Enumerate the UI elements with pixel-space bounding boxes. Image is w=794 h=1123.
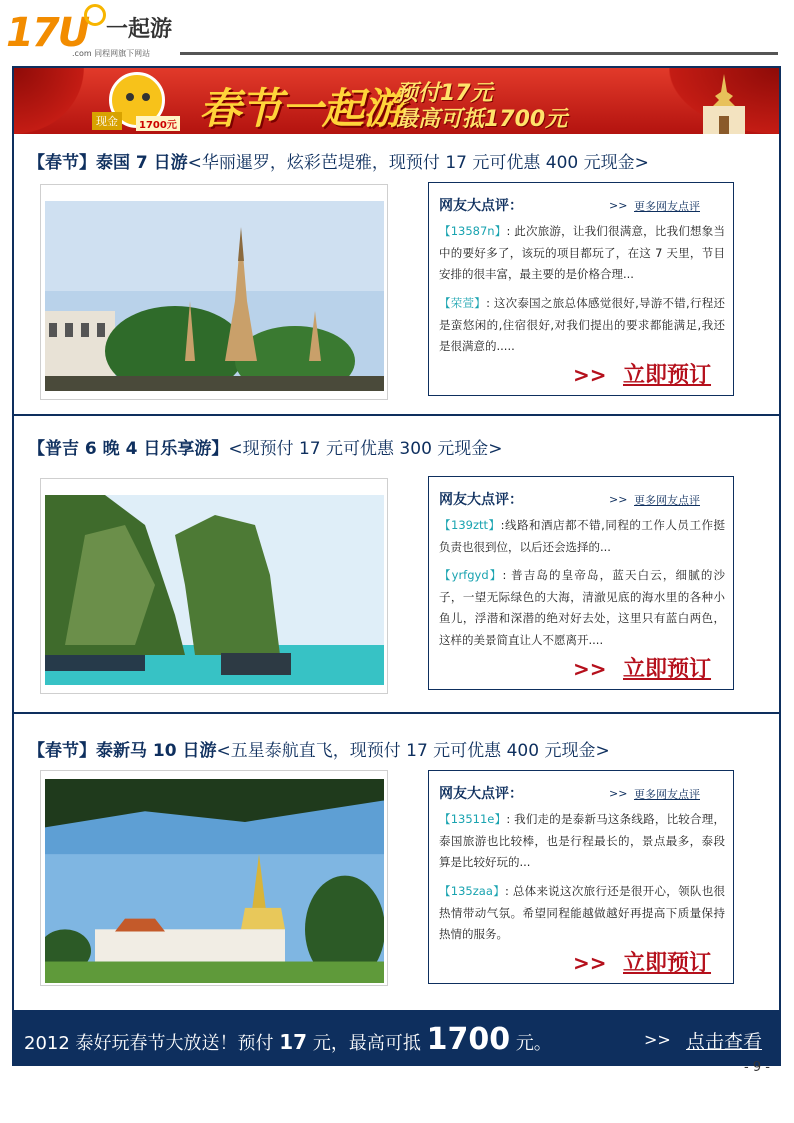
- logo-number: 17U: [6, 10, 89, 56]
- review-item: [439, 809, 725, 874]
- tour-title-offer: <五星泰航直飞，现预付 17 元可优惠 400 元现金>: [216, 741, 610, 761]
- phuket-island-photo: [45, 495, 384, 685]
- review-user: 【13587n】: [439, 224, 507, 238]
- tour-section-thailand-7day: [14, 134, 779, 414]
- grand-palace-photo: [45, 779, 384, 983]
- review-heading: 网友大点评：: [439, 786, 523, 802]
- review-item: [439, 221, 725, 286]
- tour-title[interactable]: [28, 434, 503, 459]
- book-now-button[interactable]: 立即预订: [623, 951, 712, 976]
- tour-title-main: 【春节】泰新马 10 日游: [28, 741, 217, 761]
- footer-prepay-amount: 17: [279, 1030, 308, 1054]
- review-panel: [428, 770, 734, 984]
- tour-title-main: 【春节】泰国 7 日游: [28, 153, 188, 173]
- tour-title[interactable]: [28, 736, 610, 761]
- review-text: : 这次泰国之旅总体感觉很好,导游不错,行程还是蛮悠闲的,住宿很好,对我们提出的要求都能满足,我还是很满意的.....: [439, 296, 726, 353]
- footer-promo-text: [24, 1022, 552, 1057]
- review-text: : 此次旅游，让我们很满意，比我们想象当中的要好多了，该玩的项目都玩了，在这 7 天里，节目安排的很丰富，最主要的是价格合理...: [439, 224, 725, 281]
- review-item: [439, 881, 725, 946]
- book-now-button[interactable]: 立即预订: [623, 657, 712, 682]
- wat-arun-photo: [45, 201, 384, 391]
- review-panel: [428, 182, 734, 396]
- review-item: [439, 293, 725, 358]
- tour-photo-frame[interactable]: [40, 478, 388, 694]
- footer-promo-bar: [14, 1010, 779, 1066]
- book-arrow: >>: [573, 657, 607, 681]
- cash-tag: 现金: [92, 112, 122, 130]
- review-item: [439, 515, 725, 558]
- footer-arrow: >>: [644, 1030, 671, 1049]
- banner-line-max: 最高可抵1700元: [396, 107, 568, 132]
- footer-max-amount: 1700: [426, 1022, 511, 1057]
- view-details-link[interactable]: 点击查看: [686, 1031, 763, 1053]
- tour-title-offer: <现预付 17 元可优惠 300 元现金>: [228, 439, 503, 459]
- book-arrow: >>: [573, 951, 607, 975]
- tour-section-phuket: [14, 416, 779, 712]
- review-user: 【135zaa】: [439, 884, 505, 898]
- cash-amount-tag: 1700元: [136, 116, 180, 131]
- banner-line-prepay: 预付17元: [396, 81, 493, 106]
- review-text: : 总体来说这次旅行还是很开心，领队也很热情带动气氛。希望同程能越做越好再提高下质量保持热情的服务。: [439, 884, 725, 941]
- review-text: : 普吉岛的皇帝岛，蓝天白云，细腻的沙子，一望无际绿色的大海，清澈见底的海水里的各种小鱼儿，浮潜和深潜的绝对好去处，这里只有蓝白两色，这样的美景简直让人不愿离开....: [439, 568, 725, 647]
- review-heading: 网友大点评：: [439, 492, 523, 508]
- review-user: 【荣萱】: [439, 296, 487, 310]
- book-now-button[interactable]: 立即预订: [623, 363, 712, 388]
- review-text: : 我们走的是泰新马这条线路，比较合理，泰国旅游也比较棒，也是行程最长的，景点最多，泰段算是比较好玩的...: [439, 812, 725, 869]
- more-reviews-link[interactable]: 更多网友点评: [634, 200, 700, 213]
- logo-text: 一起游: [106, 17, 173, 42]
- footer-text-part: 元，最高可抵: [312, 1033, 421, 1054]
- more-reviews-arrow: >>: [609, 787, 628, 800]
- newsletter-frame: [12, 66, 781, 1066]
- temple-icon: [689, 72, 759, 134]
- sun-icon: [84, 4, 106, 26]
- review-text: :线路和酒店都不错,同程的工作人员工作挺负责也很到位，以后还会选择的...: [439, 518, 725, 554]
- review-panel: [428, 476, 734, 690]
- banner-headline: 春节一起游: [199, 84, 405, 133]
- logo-subtitle: .com 同程网旗下网站: [72, 49, 151, 58]
- curtain-left-decoration: [14, 68, 84, 134]
- footer-text-part: 元。: [515, 1033, 552, 1054]
- tour-title-offer: <华丽暹罗，炫彩芭堤雅，现预付 17 元可优惠 400 元现金>: [187, 153, 649, 173]
- tour-photo-frame[interactable]: [40, 770, 388, 986]
- more-reviews-arrow: >>: [609, 493, 628, 506]
- footer-text-part: 2012 泰好玩春节大放送！预付: [24, 1033, 274, 1054]
- site-logo[interactable]: [6, 4, 176, 56]
- promo-banner[interactable]: [14, 68, 779, 134]
- tour-title[interactable]: [28, 148, 649, 173]
- review-user: 【139ztt】: [439, 518, 501, 532]
- more-reviews-link[interactable]: 更多网友点评: [634, 788, 700, 801]
- review-item: [439, 565, 725, 651]
- page-number: - 9 -: [744, 1060, 770, 1075]
- review-user: 【13511e】: [439, 812, 507, 826]
- tour-section-thai-sg-my: [14, 714, 779, 1008]
- more-reviews-link[interactable]: 更多网友点评: [634, 494, 700, 507]
- tour-title-main: 【普吉 6 晚 4 日乐享游】: [28, 439, 229, 459]
- review-heading: 网友大点评：: [439, 198, 523, 214]
- tour-photo-frame[interactable]: [40, 184, 388, 400]
- header-divider: [180, 52, 778, 55]
- review-user: 【yrfgyd】: [439, 568, 503, 582]
- more-reviews-arrow: >>: [609, 199, 628, 212]
- book-arrow: >>: [573, 363, 607, 387]
